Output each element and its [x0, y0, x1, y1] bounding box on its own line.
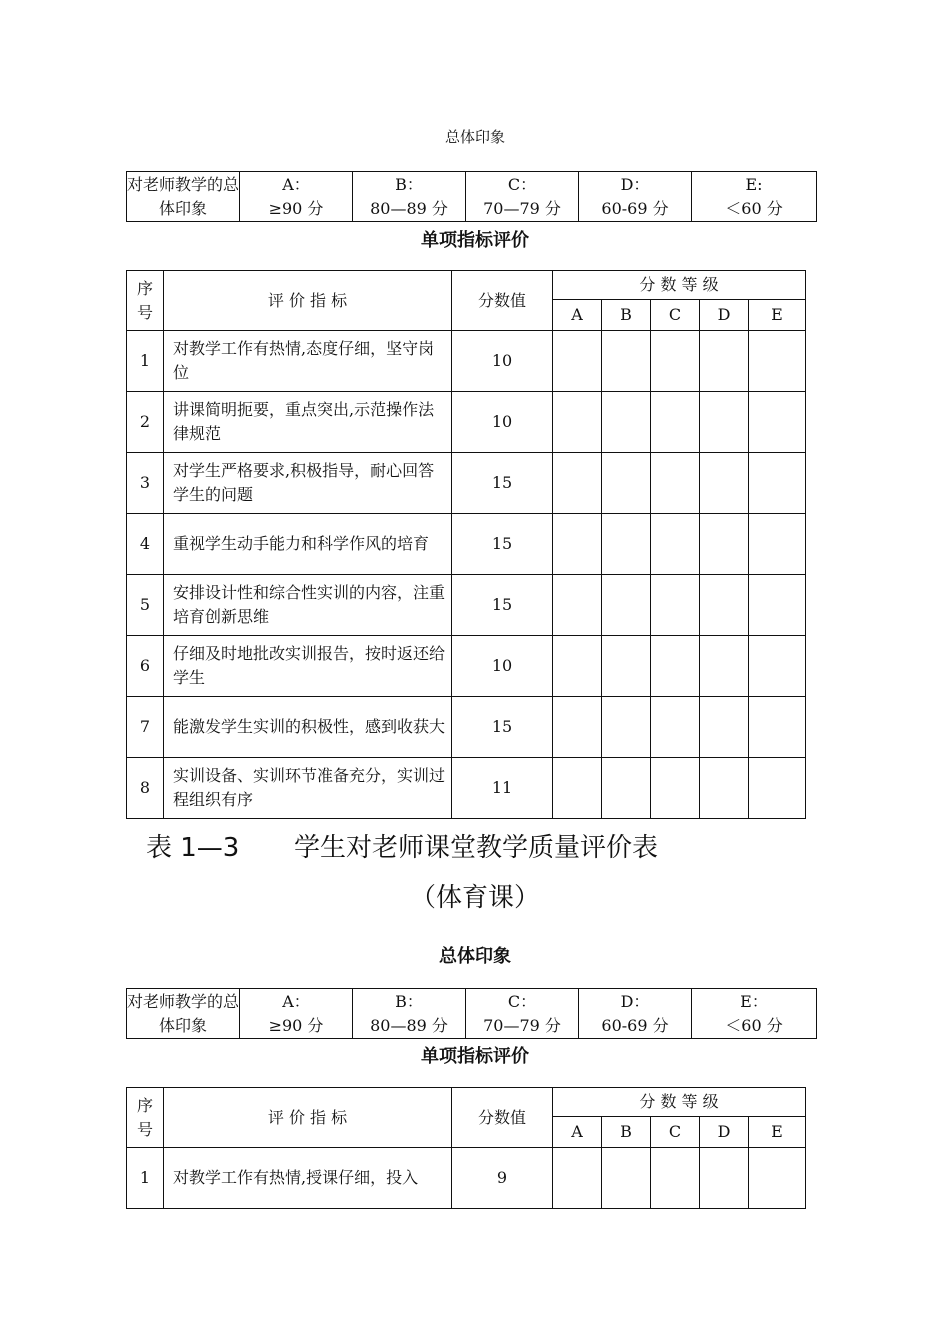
- section-title-overall-2: 总体印象: [439, 946, 511, 967]
- row-score: 15: [452, 697, 553, 758]
- header-indicator: 评 价 指 标: [164, 271, 452, 331]
- row-score: 10: [452, 392, 553, 453]
- grade-letter: C：: [507, 991, 537, 1011]
- row-score: 10: [452, 636, 553, 697]
- grade-cell-b[interactable]: [602, 636, 651, 697]
- table-row: [127, 575, 806, 636]
- grade-cell-e[interactable]: [749, 392, 806, 453]
- row-indicator: 对学生严格要求,积极指导，耐心回答学生的问题: [164, 453, 452, 514]
- impression-grade-d: [579, 989, 692, 1039]
- grade-range: 80—89 分: [370, 198, 448, 218]
- grade-range: ＜60 分: [725, 198, 783, 218]
- impression-row: [127, 989, 817, 1039]
- header-indicator: 评 价 指 标: [164, 1088, 452, 1148]
- row-number: 7: [127, 697, 164, 758]
- page-title: 学生对老师课堂教学质量评价表: [294, 833, 659, 863]
- header-score: 分数值: [452, 1088, 553, 1148]
- grade-cell-b[interactable]: [602, 575, 651, 636]
- row-score: 15: [452, 514, 553, 575]
- grade-range: 60-69 分: [601, 1015, 669, 1035]
- header-grade-d: D: [700, 1117, 749, 1148]
- grade-cell-c[interactable]: [651, 514, 700, 575]
- grade-cell-c[interactable]: [651, 392, 700, 453]
- grade-letter: B：: [395, 174, 423, 194]
- row-number: 6: [127, 636, 164, 697]
- grade-cell-d[interactable]: [700, 514, 749, 575]
- grade-cell-a[interactable]: [553, 758, 602, 819]
- header-grade-e: E: [749, 300, 806, 331]
- grade-cell-a[interactable]: [553, 453, 602, 514]
- grade-cell-d[interactable]: [700, 697, 749, 758]
- header-grade-b: B: [602, 1117, 651, 1148]
- grade-cell-d[interactable]: [700, 453, 749, 514]
- row-number: 4: [127, 514, 164, 575]
- table-row: [127, 453, 806, 514]
- impression-grade-e: [692, 989, 817, 1039]
- grade-cell-e[interactable]: [749, 1148, 806, 1209]
- grade-cell-c[interactable]: [651, 453, 700, 514]
- section-title-single: 单项指标评价: [421, 230, 529, 251]
- impression-grade-c: [466, 989, 579, 1039]
- row-number: 1: [127, 331, 164, 392]
- row-indicator: 能激发学生实训的积极性，感到收获大: [164, 697, 452, 758]
- impression-table: [126, 171, 817, 222]
- impression-grade-b: [353, 989, 466, 1039]
- grade-cell-e[interactable]: [749, 575, 806, 636]
- grade-cell-c[interactable]: [651, 331, 700, 392]
- header-seq: 序号: [127, 271, 164, 331]
- row-number: 8: [127, 758, 164, 819]
- impression-grade-a: [240, 172, 353, 222]
- grade-cell-a[interactable]: [553, 392, 602, 453]
- header-score: 分数值: [452, 271, 553, 331]
- header-grade-e: E: [749, 1117, 806, 1148]
- indicator-table: [126, 270, 806, 819]
- grade-cell-b[interactable]: [602, 1148, 651, 1209]
- row-indicator: 对教学工作有热情,态度仔细，坚守岗位: [164, 331, 452, 392]
- grade-cell-e[interactable]: [749, 453, 806, 514]
- grade-cell-a[interactable]: [553, 331, 602, 392]
- grade-letter: D：: [620, 174, 650, 194]
- grade-cell-b[interactable]: [602, 331, 651, 392]
- grade-letter: E:: [745, 174, 763, 194]
- table-row: [127, 758, 806, 819]
- grade-cell-e[interactable]: [749, 697, 806, 758]
- grade-cell-e[interactable]: [749, 331, 806, 392]
- table-row: [127, 514, 806, 575]
- grade-letter: B：: [395, 991, 423, 1011]
- row-score: 11: [452, 758, 553, 819]
- grade-cell-a[interactable]: [553, 636, 602, 697]
- impression-grade-e: [692, 172, 817, 222]
- header-grade-level: 分 数 等 级: [553, 1088, 806, 1117]
- table-row: [127, 636, 806, 697]
- grade-cell-b[interactable]: [602, 697, 651, 758]
- grade-letter: E：: [740, 991, 768, 1011]
- impression-row: [127, 172, 817, 222]
- row-indicator: 对教学工作有热情,授课仔细，投入: [164, 1148, 452, 1209]
- table-row: [127, 392, 806, 453]
- grade-cell-e[interactable]: [749, 758, 806, 819]
- grade-cell-a[interactable]: [553, 1148, 602, 1209]
- grade-letter: D：: [620, 991, 650, 1011]
- row-score: 10: [452, 331, 553, 392]
- grade-cell-c[interactable]: [651, 1148, 700, 1209]
- header-grade-a: A: [553, 1117, 602, 1148]
- table-row: [127, 697, 806, 758]
- grade-range: ≥90 分: [268, 1015, 324, 1035]
- impression-grade-d: [579, 172, 692, 222]
- grade-range: 70—79 分: [483, 198, 561, 218]
- grade-letter: A：: [282, 991, 310, 1011]
- row-score: 15: [452, 453, 553, 514]
- grade-cell-b[interactable]: [602, 758, 651, 819]
- grade-letter: A：: [282, 174, 310, 194]
- impression-label: 对老师教学的总体印象: [127, 172, 240, 222]
- row-indicator: 讲课简明扼要，重点突出,示范操作法律规范: [164, 392, 452, 453]
- grade-cell-d[interactable]: [700, 636, 749, 697]
- row-number: 2: [127, 392, 164, 453]
- row-indicator: 重视学生动手能力和科学作风的培育: [164, 514, 452, 575]
- impression-label: 对老师教学的总体印象: [127, 989, 240, 1039]
- grade-range: 70—79 分: [483, 1015, 561, 1035]
- section-title-overall: 总体印象: [444, 128, 505, 146]
- row-score: 9: [452, 1148, 553, 1209]
- grade-cell-d[interactable]: [700, 575, 749, 636]
- table-row: [127, 331, 806, 392]
- grade-letter: C：: [507, 174, 537, 194]
- grade-range: ＜60 分: [725, 1015, 783, 1035]
- grade-cell-c[interactable]: [651, 636, 700, 697]
- grade-cell-b[interactable]: [602, 514, 651, 575]
- grade-range: ≥90 分: [268, 198, 324, 218]
- grade-cell-e[interactable]: [749, 514, 806, 575]
- grade-cell-a[interactable]: [553, 697, 602, 758]
- grade-cell-c[interactable]: [651, 575, 700, 636]
- grade-cell-a[interactable]: [553, 514, 602, 575]
- row-score: 15: [452, 575, 553, 636]
- header-grade-d: D: [700, 300, 749, 331]
- header-row: [127, 271, 806, 300]
- table-row: [127, 1148, 806, 1209]
- section-title-single-2: 单项指标评价: [421, 1046, 529, 1067]
- grade-cell-c[interactable]: [651, 758, 700, 819]
- grade-cell-b[interactable]: [602, 453, 651, 514]
- grade-cell-c[interactable]: [651, 697, 700, 758]
- page-subtitle: （体育课）: [409, 883, 540, 913]
- header-grade-c: C: [651, 1117, 700, 1148]
- grade-range: 80—89 分: [370, 1015, 448, 1035]
- row-number: 1: [127, 1148, 164, 1209]
- grade-cell-d[interactable]: [700, 331, 749, 392]
- row-indicator: 仔细及时地批改实训报告，按时返还给学生: [164, 636, 452, 697]
- row-indicator: 实训设备、实训环节准备充分，实训过程组织有序: [164, 758, 452, 819]
- row-number: 5: [127, 575, 164, 636]
- impression-grade-b: [353, 172, 466, 222]
- header-grade-level: 分 数 等 级: [553, 271, 806, 300]
- header-grade-c: C: [651, 300, 700, 331]
- grade-cell-d[interactable]: [700, 392, 749, 453]
- grade-cell-d[interactable]: [700, 1148, 749, 1209]
- grade-cell-a[interactable]: [553, 575, 602, 636]
- grade-cell-d[interactable]: [700, 758, 749, 819]
- grade-range: 60-69 分: [601, 198, 669, 218]
- header-row: [127, 1088, 806, 1117]
- header-grade-a: A: [553, 300, 602, 331]
- grade-cell-b[interactable]: [602, 392, 651, 453]
- indicator-table-2: [126, 1087, 806, 1209]
- impression-table-2: [126, 988, 817, 1039]
- table-number: 表 1—3: [146, 833, 240, 863]
- header-seq: 序号: [127, 1088, 164, 1148]
- grade-cell-e[interactable]: [749, 636, 806, 697]
- impression-grade-c: [466, 172, 579, 222]
- impression-grade-a: [240, 989, 353, 1039]
- header-grade-b: B: [602, 300, 651, 331]
- row-number: 3: [127, 453, 164, 514]
- row-indicator: 安排设计性和综合性实训的内容，注重培育创新思维: [164, 575, 452, 636]
